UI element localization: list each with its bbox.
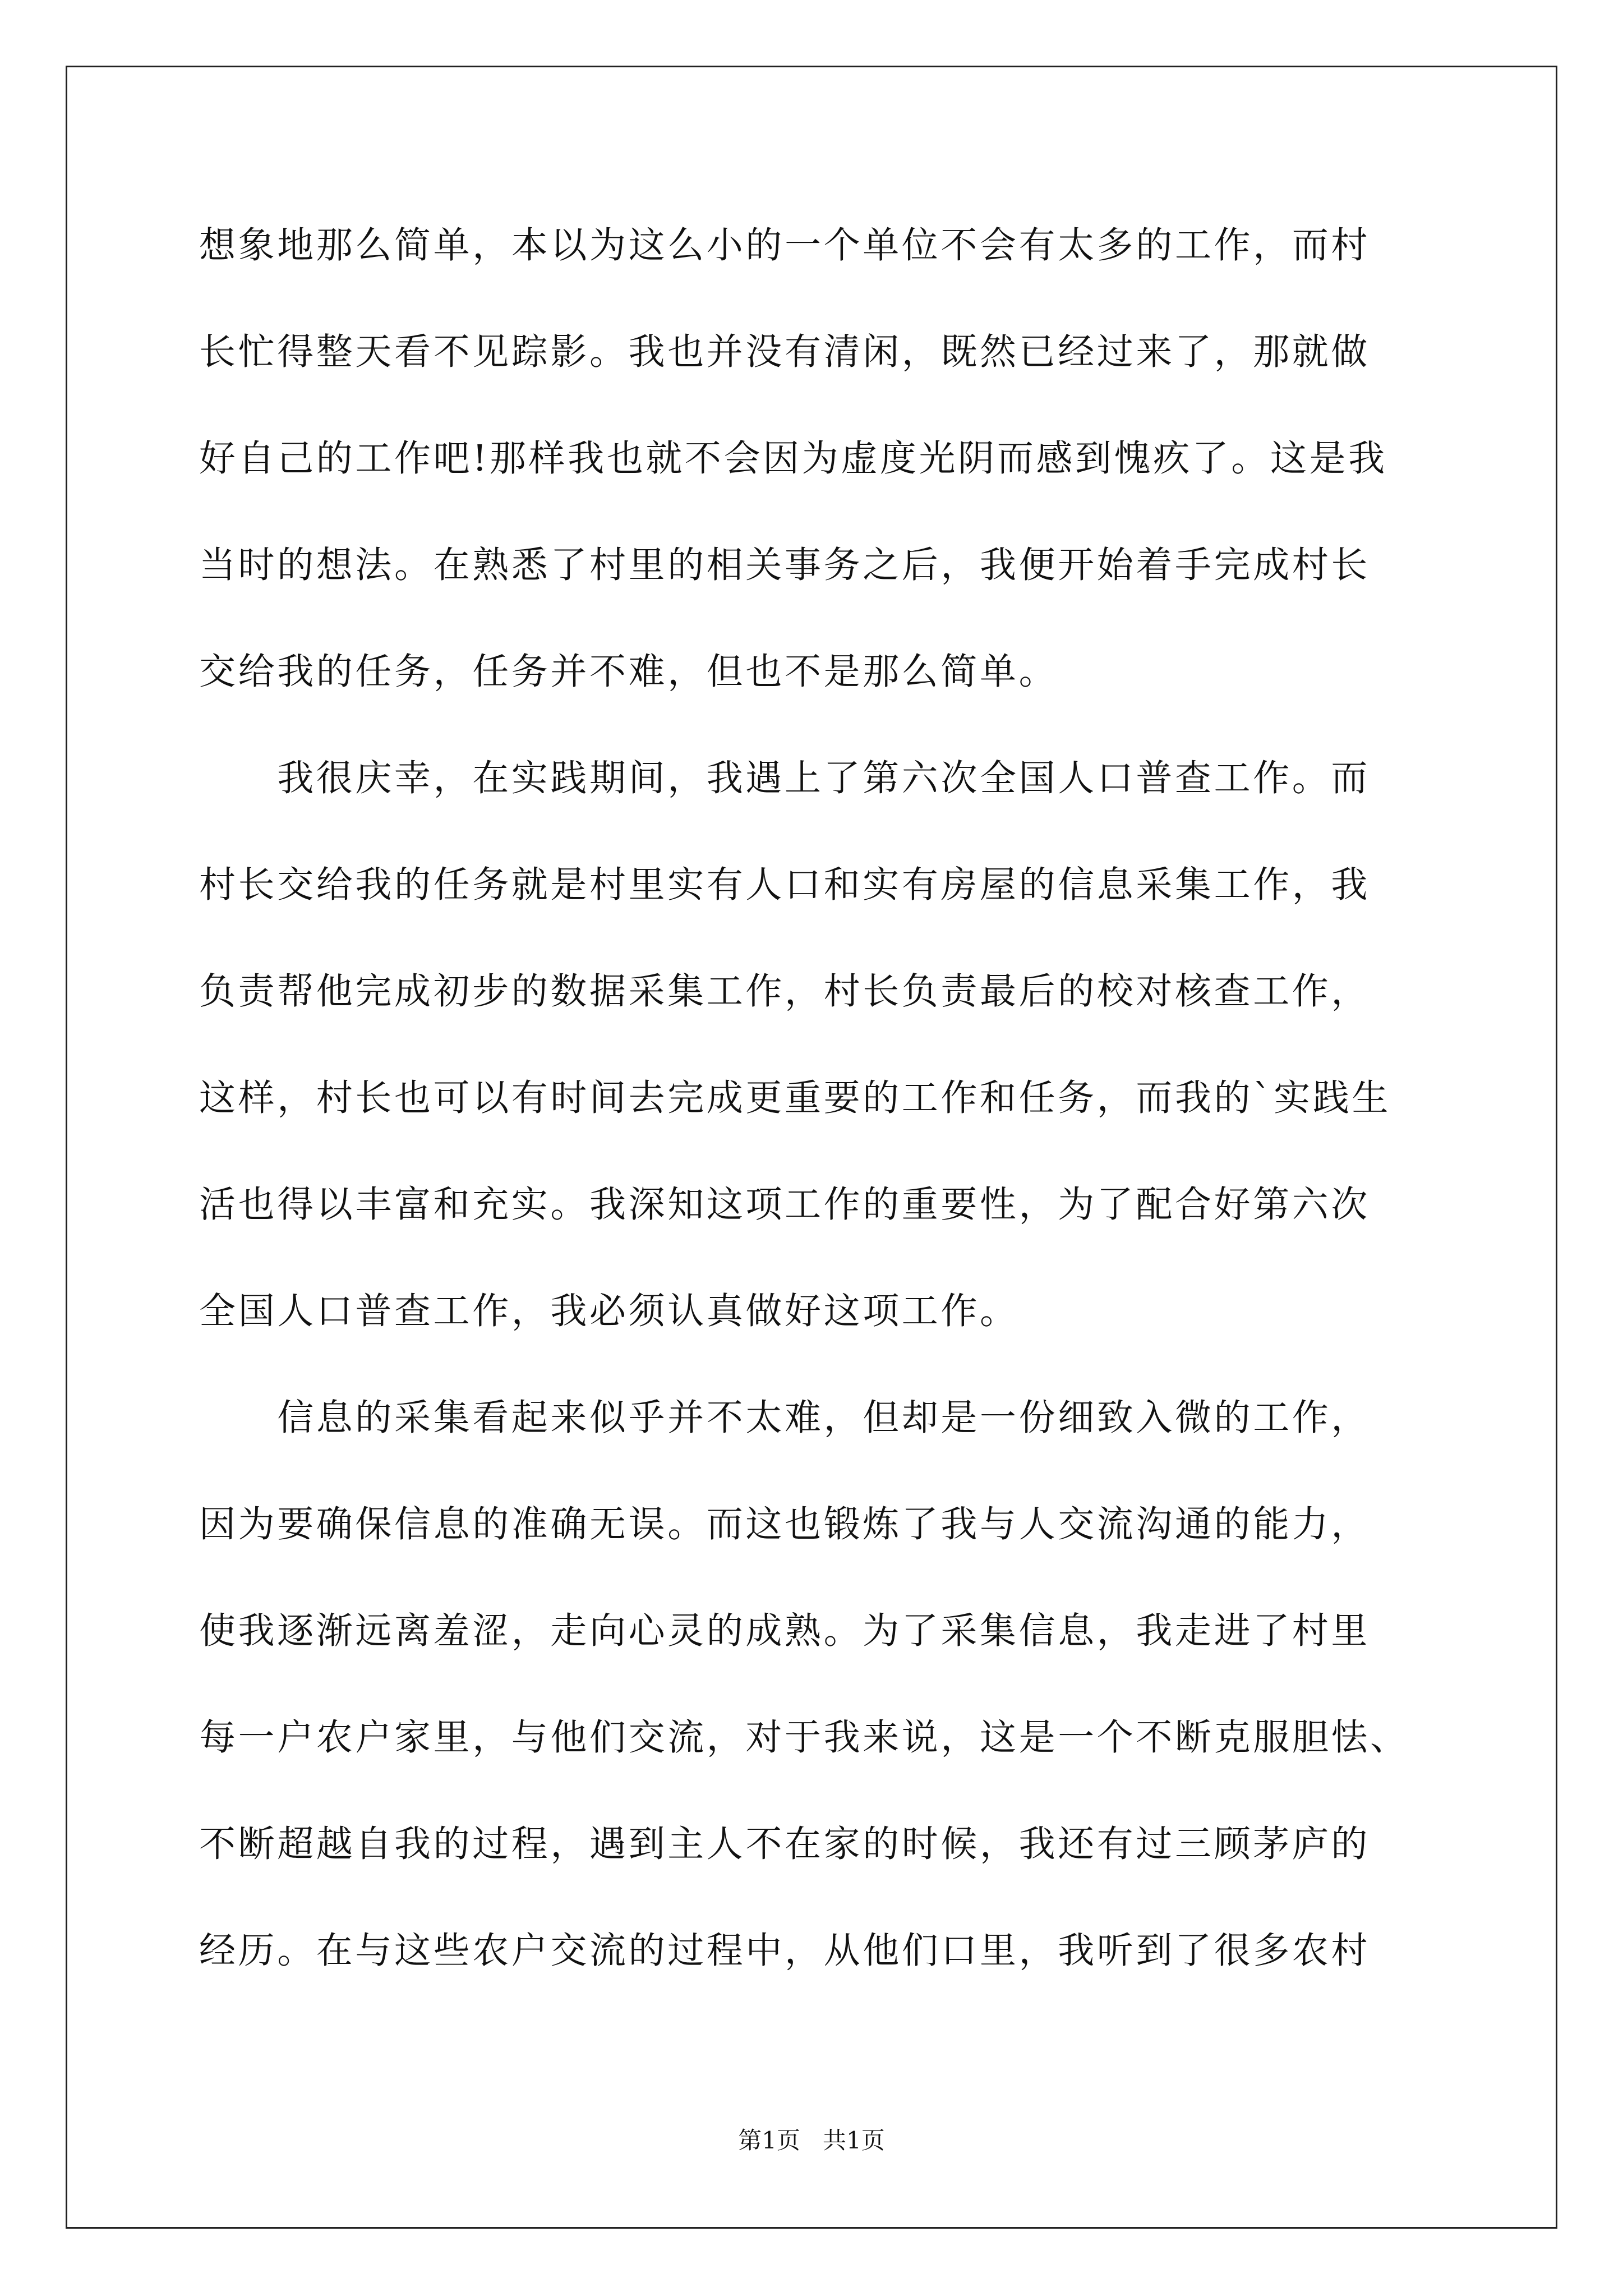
text-line: 这样，村长也可以有时间去完成更重要的工作和任务，而我的`实践生 [199,1077,1391,1119]
text-line: 好自己的工作吧!那样我也就不会因为虚度光阴而感到愧疚了。这是我 [199,438,1387,480]
text-line: 每一户农户家里，与他们交流，对于我来说，这是一个不断克服胆怯、 [199,1717,1409,1759]
text-line: 不断超越自我的过程，遇到主人不在家的时候，我还有过三顾茅庐的 [199,1823,1371,1865]
text-line: 因为要确保信息的准确无误。而这也锻炼了我与人交流沟通的能力， [199,1503,1371,1545]
text-line: 经历。在与这些农户交流的过程中，从他们口里，我听到了很多农村 [199,1930,1371,1972]
text-line: 交给我的任务，任务并不难，但也不是那么简单。 [199,651,1058,693]
text-line: 村长交给我的任务就是村里实有人口和实有房屋的信息采集工作，我 [199,864,1371,906]
text-line: 当时的想法。在熟悉了村里的相关事务之后，我便开始着手完成村长 [199,544,1371,586]
text-line: 想象地那么简单，本以为这么小的一个单位不会有太多的工作，而村 [199,224,1371,266]
page-number-footer: 第1页 共1页 [738,2127,885,2154]
text-line: 信息的采集看起来似乎并不太难，但却是一份细致入微的工作， [199,1397,1371,1439]
text-line: 长忙得整天看不见踪影。我也并没有清闲，既然已经过来了，那就做 [199,331,1371,373]
text-line: 负责帮他完成初步的数据采集工作，村长负责最后的校对核查工作， [199,970,1371,1013]
text-line: 我很庆幸，在实践期间，我遇上了第六次全国人口普查工作。而 [199,757,1371,799]
text-line: 使我逐渐远离羞涩，走向心灵的成熟。为了采集信息，我走进了村里 [199,1610,1371,1652]
text-line: 全国人口普查工作，我必须认真做好这项工作。 [199,1290,1019,1332]
page-border [66,66,1557,2229]
text-line: 活也得以丰富和充实。我深知这项工作的重要性，为了配合好第六次 [199,1184,1371,1226]
